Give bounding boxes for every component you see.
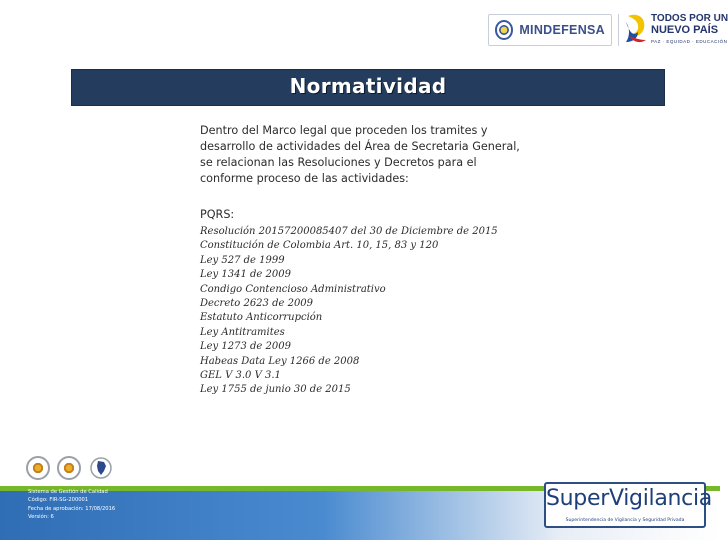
title-bar [71,69,665,106]
certification-badge-icon [26,456,50,480]
list-item: Ley Antitramites [200,326,285,338]
list-item: Ley 1755 de junio 30 de 2015 [200,384,351,396]
list-item: Ley 1273 de 2009 [200,341,291,353]
slogan-line-3: PAZ · EQUIDAD · EDUCACIÓN [651,39,728,44]
list-item: Ley 527 de 1999 [200,254,285,266]
colombia-flag-swoosh-icon [624,12,648,46]
footer-meta-line: Código: FIR-SG-200001 [28,497,89,504]
list-item: GEL V 3.0 V 3.1 [200,370,281,382]
colombia-seal-icon [495,20,513,40]
footer-meta-line: Sistema de Gestión de Calidad [28,489,108,495]
pqrs-label: PQRS: [200,208,235,221]
supervigilancia-logo [544,482,712,528]
certification-badge-icon [57,456,81,480]
slogan-line-1: TODOS POR UN [651,13,728,24]
mindefensa-text: MINDEFENSA [519,23,605,37]
colombia-map-seal-icon [90,456,112,480]
list-item: Estatuto Anticorrupción [200,312,323,324]
slogan-line-2: NUEVO PAÍS [651,24,719,36]
list-item: Resolución 20157200085407 del 30 de Diciembre de 2015 [200,226,498,237]
supervigilancia-subtitle: Superintendencia de Vigilancia y Seguridad Privada [565,518,685,523]
page-title: Normatividad [289,74,447,98]
footer-meta-line: Fecha de aprobación: 17/08/2016 [28,505,116,512]
list-item: Ley 1341 de 2009 [200,269,291,281]
list-item: Decreto 2623 de 2009 [200,298,314,310]
quality-system-info [28,488,115,522]
mindefensa-logo [488,14,612,46]
header-divider [618,14,619,46]
todos-por-un-nuevo-pais-logo [624,8,728,50]
list-item: Condigo Contencioso Administrativo [200,283,386,295]
list-item: Habeas Data Ley 1266 de 2008 [200,355,360,367]
supervigilancia-brand: SuperVigilancia [546,486,712,511]
list-item: Constitución de Colombia Art. 10, 15, 83 y 120 [200,240,439,252]
reference-list [200,225,498,398]
intro-paragraph: Dentro del Marco legal que proceden los tramites y desarrollo de actividades del Área de Secretaria General, se relacionan las Resoluciones y Decretos para el conforme proceso de las actividades: [200,124,520,185]
footer-meta-line: Versión: 6 [28,514,54,521]
